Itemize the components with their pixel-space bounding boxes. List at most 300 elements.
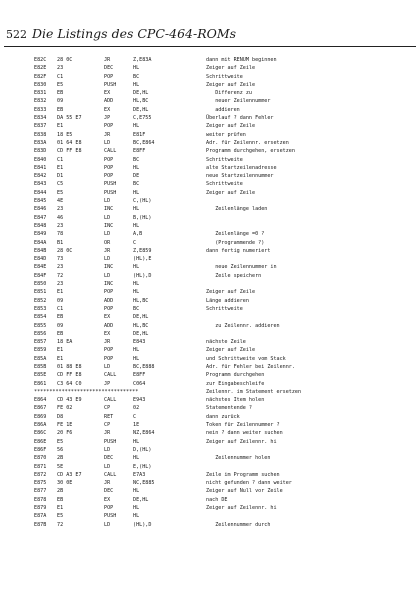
- operand: HL: [133, 347, 140, 354]
- comment: neue Startzeilennummer: [206, 173, 274, 180]
- listing-line: [0, 446, 420, 454]
- comment: (Programmende ?): [206, 239, 265, 246]
- listing-line: [0, 205, 420, 213]
- address: E841: [34, 164, 47, 171]
- operand: HL: [133, 281, 140, 288]
- opcode-bytes: CD 43 E9: [57, 397, 82, 404]
- comment: weiter prüfen: [206, 131, 246, 138]
- listing-line: [0, 106, 420, 114]
- opcode-bytes: 23: [57, 206, 64, 213]
- listing-line: [0, 479, 420, 487]
- operand: BC,E864: [133, 139, 155, 146]
- mnemonic: CP: [104, 422, 111, 429]
- address: E830: [34, 81, 47, 88]
- mnemonic: JR: [104, 339, 111, 346]
- operand: A,B: [133, 231, 143, 238]
- comment: zu Zeilennr. addieren: [206, 322, 280, 329]
- address: E854: [34, 314, 47, 321]
- listing-line: [0, 180, 420, 188]
- comment: Schrittweite: [206, 305, 243, 312]
- opcode-bytes: 28 0C: [57, 57, 73, 63]
- opcode-bytes: 01 64 E8: [57, 139, 82, 146]
- mnemonic: ADD: [104, 297, 114, 304]
- listing-line: [0, 363, 420, 371]
- address: E856: [34, 330, 47, 337]
- mnemonic: CALL: [104, 372, 117, 379]
- address: E871: [34, 463, 47, 470]
- comment: Zeilenlänge laden: [206, 206, 268, 213]
- operand: BC: [133, 73, 140, 80]
- opcode-bytes: 56: [57, 446, 64, 453]
- comment: Zeiger auf Zeile: [206, 123, 256, 130]
- listing-line: [0, 214, 420, 222]
- address: E84B: [34, 247, 47, 254]
- listing-line: [0, 255, 420, 263]
- operand: BC,E888: [133, 363, 155, 370]
- mnemonic: LD: [104, 363, 111, 370]
- comment: Zeile im Programm suchen: [206, 471, 280, 478]
- mnemonic: LD: [104, 198, 111, 205]
- comment: Zeilenlänge =0 ?: [206, 231, 265, 238]
- operand: (HL),E: [133, 256, 152, 263]
- comment: Länge addieren: [206, 297, 249, 304]
- mnemonic: DEC: [104, 65, 114, 72]
- mnemonic: INC: [104, 222, 114, 229]
- mnemonic: CALL: [104, 148, 117, 155]
- opcode-bytes: EB: [57, 106, 64, 113]
- opcode-bytes: 23: [57, 65, 64, 72]
- opcode-bytes: E1: [57, 289, 64, 296]
- comment: Zeiger auf Null vor Zeile: [206, 488, 283, 495]
- mnemonic: RET: [104, 413, 114, 420]
- operand: C,(HL): [133, 198, 152, 205]
- operand: HL,BC: [133, 322, 149, 329]
- comment: zur Eingabeschleife: [206, 380, 265, 387]
- operand: HL,BC: [133, 98, 149, 105]
- listing-line: [0, 247, 420, 255]
- address: E852: [34, 297, 47, 304]
- listing-line: [0, 239, 420, 247]
- opcode-bytes: EB: [57, 330, 64, 337]
- comment: Schrittweite: [206, 156, 243, 163]
- operand: B,(HL): [133, 214, 152, 221]
- comment: neuer Zeilennummer: [206, 98, 271, 105]
- mnemonic: JR: [104, 57, 111, 63]
- operand: E81F: [133, 131, 146, 138]
- opcode-bytes: 72: [57, 272, 64, 279]
- comment: dann zurück: [206, 413, 240, 420]
- operand: BC: [133, 305, 140, 312]
- operand: HL: [133, 65, 140, 72]
- opcode-bytes: 18 E5: [57, 131, 73, 138]
- opcode-bytes: EB: [57, 90, 64, 97]
- page-number: 522: [6, 28, 27, 41]
- listing-line: [0, 56, 420, 64]
- mnemonic: CP: [104, 405, 111, 412]
- operand: DE: [133, 173, 140, 180]
- operand: (HL),D: [133, 521, 152, 528]
- address: E879: [34, 505, 47, 512]
- address: E86A: [34, 422, 47, 429]
- mnemonic: LD: [104, 139, 111, 146]
- listing-line: [0, 496, 420, 504]
- mnemonic: LD: [104, 521, 111, 528]
- address: E82E: [34, 65, 47, 72]
- mnemonic: LD: [104, 256, 111, 263]
- operand: E8FF: [133, 372, 146, 379]
- operand: HL: [133, 289, 140, 296]
- comment: Zeiger auf Zeile: [206, 65, 256, 72]
- operand: HL: [133, 222, 140, 229]
- opcode-bytes: EB: [57, 314, 64, 321]
- listing-line: [0, 297, 420, 305]
- mnemonic: ADD: [104, 98, 114, 105]
- comment: Zeiger auf Zeile: [206, 81, 256, 88]
- opcode-bytes: 09: [57, 98, 64, 105]
- listing-line: [0, 81, 420, 89]
- mnemonic: CALL: [104, 471, 117, 478]
- opcode-bytes: E5: [57, 438, 64, 445]
- opcode-bytes: C1: [57, 305, 64, 312]
- opcode-bytes: 30 0E: [57, 480, 73, 487]
- address: E877: [34, 488, 47, 495]
- address: E83A: [34, 139, 47, 146]
- listing-line: [0, 139, 420, 147]
- address: E85A: [34, 355, 47, 362]
- comment: Zeiger auf Zeile: [206, 189, 256, 196]
- comment: Zeilennummer durch: [206, 521, 271, 528]
- address: E85E: [34, 372, 47, 379]
- mnemonic: PUSH: [104, 513, 117, 520]
- comment: Adr. für Zeilennr. ersetzen: [206, 139, 289, 146]
- operand: HL: [133, 264, 140, 271]
- address: E859: [34, 347, 47, 354]
- operand: HL: [133, 123, 140, 130]
- mnemonic: DEC: [104, 488, 114, 495]
- operand: HL,BC: [133, 297, 149, 304]
- operand: (HL),D: [133, 272, 152, 279]
- mnemonic: PUSH: [104, 438, 117, 445]
- opcode-bytes: 2B: [57, 455, 64, 462]
- address: E843: [34, 181, 47, 188]
- mnemonic: EX: [104, 90, 111, 97]
- comment: dann fertig numeriert: [206, 247, 271, 254]
- address: E84F: [34, 272, 47, 279]
- address: E834: [34, 115, 47, 122]
- listing-line: [0, 330, 420, 338]
- mnemonic: LD: [104, 231, 111, 238]
- listing-line: [0, 197, 420, 205]
- opcode-bytes: CD FF E8: [57, 148, 82, 155]
- opcode-bytes: E1: [57, 355, 64, 362]
- listing-line: [0, 346, 420, 354]
- section-header-line: [0, 388, 420, 396]
- address: E864: [34, 397, 47, 404]
- mnemonic: LD: [104, 446, 111, 453]
- address: E846: [34, 206, 47, 213]
- operand: C: [133, 413, 137, 420]
- comment: nein ? dann weiter suchen: [206, 430, 283, 437]
- listing-line: [0, 114, 420, 122]
- opcode-bytes: CD FF E8: [57, 372, 82, 379]
- mnemonic: EX: [104, 496, 111, 503]
- operand: Z,E859: [133, 247, 152, 254]
- operand: E8FF: [133, 148, 146, 155]
- address: E848: [34, 222, 47, 229]
- address: E861: [34, 380, 47, 387]
- mnemonic: EX: [104, 106, 111, 113]
- listing-line: [0, 305, 420, 313]
- mnemonic: JR: [104, 131, 111, 138]
- comment: Statementende ?: [206, 405, 253, 412]
- mnemonic: INC: [104, 281, 114, 288]
- address: E849: [34, 231, 47, 238]
- address: E855: [34, 322, 47, 329]
- opcode-bytes: FE 1E: [57, 422, 73, 429]
- operand: HL: [133, 164, 140, 171]
- mnemonic: CALL: [104, 397, 117, 404]
- opcode-bytes: 09: [57, 297, 64, 304]
- address: E840: [34, 156, 47, 163]
- mnemonic: POP: [104, 289, 114, 296]
- operand: BC: [133, 181, 140, 188]
- address: E845: [34, 198, 47, 205]
- listing-line: [0, 371, 420, 379]
- address: E82F: [34, 73, 47, 80]
- address: E878: [34, 496, 47, 503]
- mnemonic: POP: [104, 73, 114, 80]
- operand: C,E755: [133, 115, 152, 122]
- listing-line: [0, 73, 420, 81]
- opcode-bytes: E1: [57, 123, 64, 130]
- opcode-bytes: E1: [57, 164, 64, 171]
- address: E851: [34, 289, 47, 296]
- listing-line: [0, 454, 420, 462]
- operand: D,(HL): [133, 446, 152, 453]
- comment: Zeile speichern: [206, 272, 262, 279]
- comment: Zeiger auf Zeile: [206, 289, 256, 296]
- comment: dann mit RENUM beginnen: [206, 57, 277, 63]
- mnemonic: POP: [104, 347, 114, 354]
- mnemonic: EX: [104, 314, 111, 321]
- opcode-bytes: 23: [57, 264, 64, 271]
- opcode-bytes: 46: [57, 214, 64, 221]
- opcode-bytes: E5: [57, 513, 64, 520]
- assembly-listing: [0, 56, 420, 529]
- mnemonic: PUSH: [104, 181, 117, 188]
- listing-line: [0, 131, 420, 139]
- opcode-bytes: 20 F6: [57, 430, 73, 437]
- address: E831: [34, 90, 47, 97]
- operand: HL: [133, 355, 140, 362]
- mnemonic: INC: [104, 206, 114, 213]
- listing-line: [0, 355, 420, 363]
- comment: Token für Zeilennummer ?: [206, 422, 280, 429]
- operand: HL: [133, 455, 140, 462]
- address: E87A: [34, 513, 47, 520]
- listing-line: [0, 512, 420, 520]
- address: E847: [34, 214, 47, 221]
- listing-line: [0, 421, 420, 429]
- opcode-bytes: EB: [57, 496, 64, 503]
- address: E86C: [34, 430, 47, 437]
- listing-line: [0, 487, 420, 495]
- operand: HL: [133, 505, 140, 512]
- opcode-bytes: 28 0C: [57, 247, 73, 254]
- operand: NZ,E864: [133, 430, 155, 437]
- opcode-bytes: 23: [57, 222, 64, 229]
- header-divider: [4, 46, 416, 47]
- mnemonic: POP: [104, 305, 114, 312]
- operand: DE,HL: [133, 314, 149, 321]
- listing-line: [0, 463, 420, 471]
- comment: nach DE: [206, 496, 228, 503]
- mnemonic: LD: [104, 214, 111, 221]
- mnemonic: JP: [104, 380, 111, 387]
- mnemonic: OR: [104, 239, 111, 246]
- comment: und Schrittweite vom Stack: [206, 355, 286, 362]
- comment: Zeiger auf Zeilennr. hi: [206, 505, 277, 512]
- mnemonic: PUSH: [104, 81, 117, 88]
- address: E842: [34, 173, 47, 180]
- mnemonic: LD: [104, 463, 111, 470]
- opcode-bytes: 2B: [57, 488, 64, 495]
- address: E850: [34, 281, 47, 288]
- opcode-bytes: C3 64 C0: [57, 380, 82, 387]
- listing-line: [0, 97, 420, 105]
- listing-line: [0, 89, 420, 97]
- operand: NC,E885: [133, 480, 155, 487]
- listing-line: [0, 280, 420, 288]
- listing-line: [0, 380, 420, 388]
- opcode-bytes: E5: [57, 81, 64, 88]
- address: E844: [34, 189, 47, 196]
- comment: Zeilennummer holen: [206, 455, 271, 462]
- operand: C064: [133, 380, 146, 387]
- comment: Programm durchgehen, ersetzen: [206, 148, 295, 155]
- address: E837: [34, 123, 47, 130]
- opcode-bytes: 09: [57, 322, 64, 329]
- mnemonic: POP: [104, 355, 114, 362]
- listing-line: [0, 438, 420, 446]
- opcode-bytes: FE 02: [57, 405, 73, 412]
- operand: E943: [133, 397, 146, 404]
- address: E872: [34, 471, 47, 478]
- listing-line: [0, 222, 420, 230]
- operand: 02: [133, 405, 140, 412]
- comment: nicht gefunden ? dann weiter: [206, 480, 292, 487]
- listing-line: [0, 288, 420, 296]
- address: E867: [34, 405, 47, 412]
- comment: Zeiger auf Zeile: [206, 347, 256, 354]
- operand: E7A3: [133, 471, 146, 478]
- address: E875: [34, 480, 47, 487]
- comment: Programm durchgehen: [206, 372, 265, 379]
- operand: C: [133, 239, 137, 246]
- listing-line: [0, 147, 420, 155]
- listing-line: [0, 230, 420, 238]
- operand: HL: [133, 81, 140, 88]
- opcode-bytes: DA 55 E7: [57, 115, 82, 122]
- mnemonic: JP: [104, 115, 111, 122]
- opcode-bytes: E5: [57, 189, 64, 196]
- listing-line: [0, 521, 420, 529]
- opcode-bytes: 18 EA: [57, 339, 73, 346]
- listing-line: [0, 164, 420, 172]
- comment: Adr. für Fehler bei Zeilennr.: [206, 363, 295, 370]
- mnemonic: POP: [104, 505, 114, 512]
- operand: E,(HL): [133, 463, 152, 470]
- opcode-bytes: 4E: [57, 198, 64, 205]
- mnemonic: POP: [104, 173, 114, 180]
- opcode-bytes: 73: [57, 256, 64, 263]
- comment: nächste Zeile: [206, 339, 246, 346]
- listing-line: [0, 313, 420, 321]
- operand: HL: [133, 513, 140, 520]
- listing-line: [0, 413, 420, 421]
- mnemonic: LD: [104, 272, 111, 279]
- address: E832: [34, 98, 47, 105]
- listing-line: [0, 189, 420, 197]
- listing-line: [0, 272, 420, 280]
- listing-line: [0, 396, 420, 404]
- operand: HL: [133, 488, 140, 495]
- address: E84D: [34, 256, 47, 263]
- address: E84E: [34, 264, 47, 271]
- operand: HL: [133, 438, 140, 445]
- operand: DE,HL: [133, 106, 149, 113]
- comment: neue Zeilennummer in: [206, 264, 277, 271]
- section-separator: **********************************: [34, 388, 139, 395]
- opcode-bytes: C1: [57, 156, 64, 163]
- mnemonic: INC: [104, 264, 114, 271]
- mnemonic: POP: [104, 164, 114, 171]
- opcode-bytes: E1: [57, 505, 64, 512]
- listing-line: [0, 322, 420, 330]
- comment: nächstes Item holen: [206, 397, 265, 404]
- mnemonic: EX: [104, 330, 111, 337]
- listing-line: [0, 429, 420, 437]
- operand: E843: [133, 339, 146, 346]
- address: E870: [34, 455, 47, 462]
- operand: DE,HL: [133, 496, 149, 503]
- address: E853: [34, 305, 47, 312]
- mnemonic: JR: [104, 247, 111, 254]
- mnemonic: JR: [104, 430, 111, 437]
- opcode-bytes: 78: [57, 231, 64, 238]
- operand: BC: [133, 156, 140, 163]
- address: E84A: [34, 239, 47, 246]
- operand: HL: [133, 189, 140, 196]
- mnemonic: DEC: [104, 455, 114, 462]
- operand: 1E: [133, 422, 140, 429]
- opcode-bytes: B1: [57, 239, 64, 246]
- mnemonic: ADD: [104, 322, 114, 329]
- address: E83D: [34, 148, 47, 155]
- opcode-bytes: D8: [57, 413, 64, 420]
- operand: DE,HL: [133, 90, 149, 97]
- listing-line: [0, 263, 420, 271]
- opcode-bytes: 01 88 E8: [57, 363, 82, 370]
- opcode-bytes: 5E: [57, 463, 64, 470]
- listing-line: [0, 471, 420, 479]
- opcode-bytes: C5: [57, 181, 64, 188]
- listing-line: [0, 64, 420, 72]
- mnemonic: JR: [104, 480, 111, 487]
- listing-line: [0, 122, 420, 130]
- page-header: [0, 24, 420, 44]
- address: E86F: [34, 446, 47, 453]
